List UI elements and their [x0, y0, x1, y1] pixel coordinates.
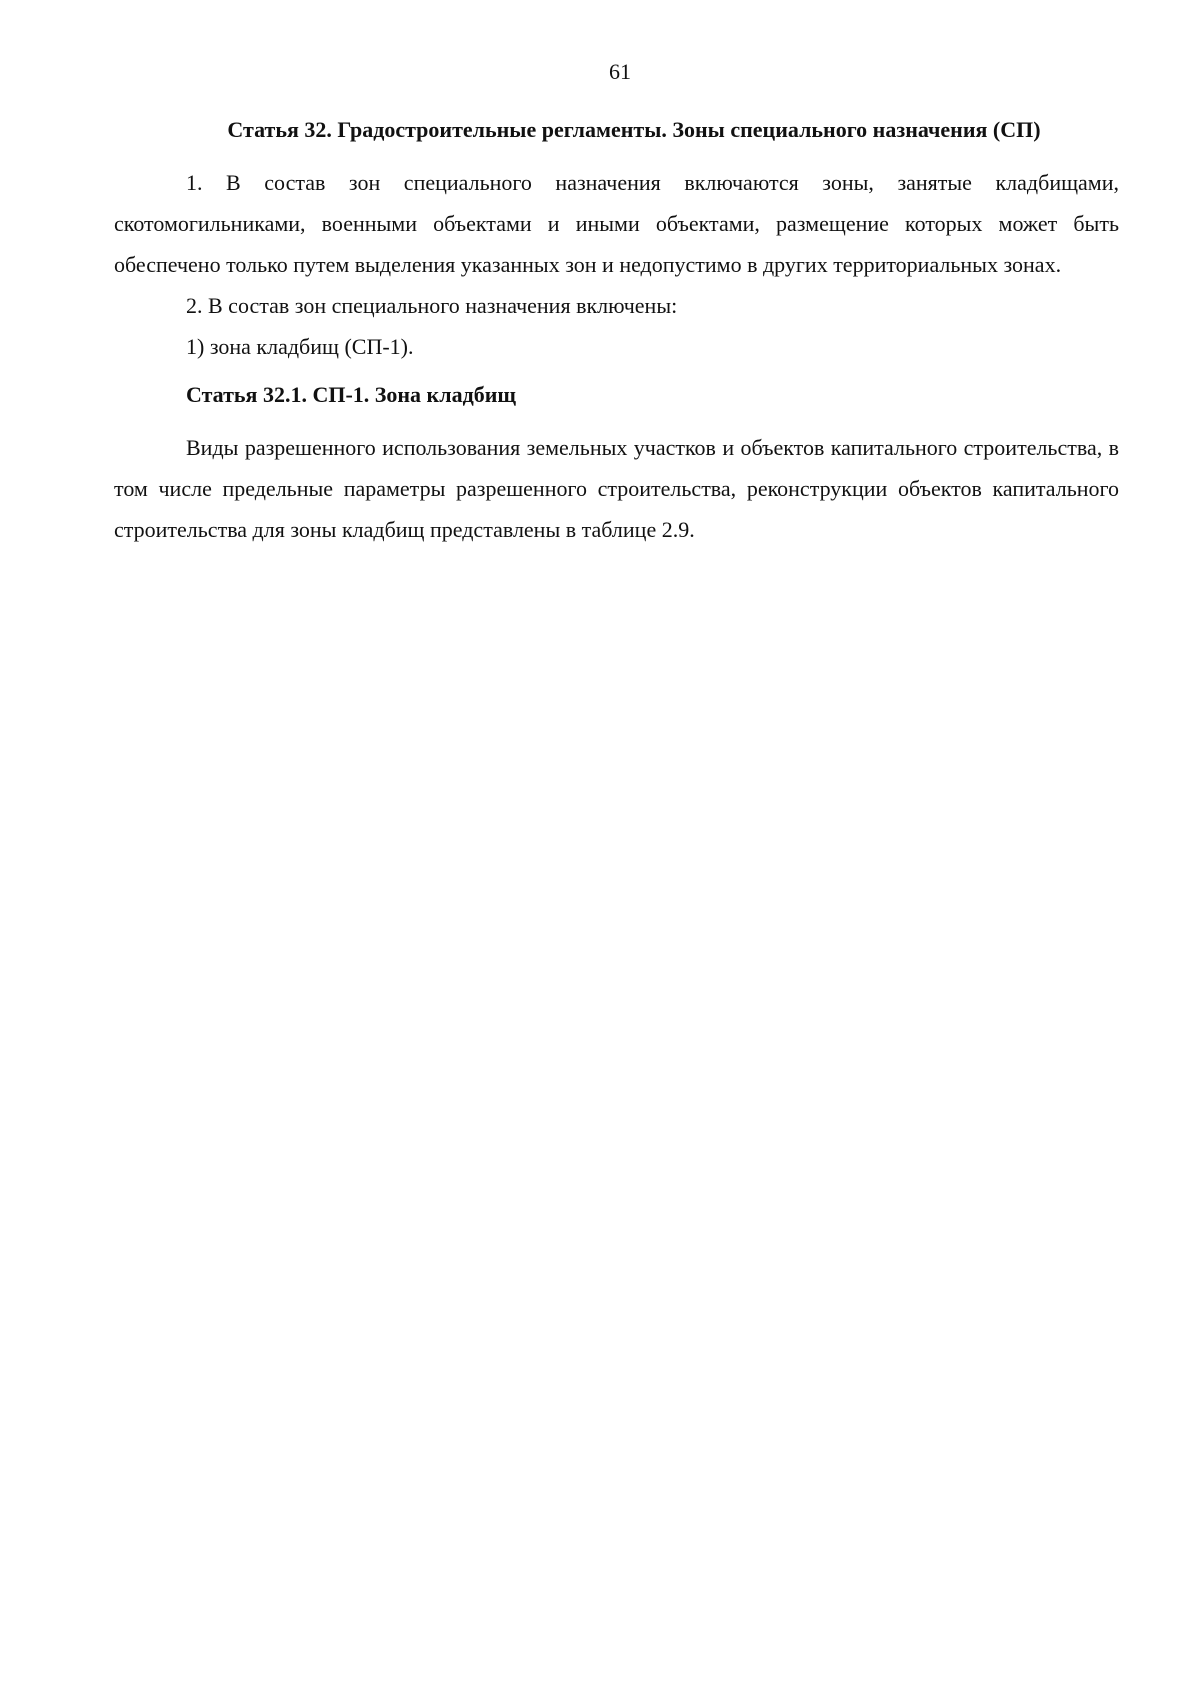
- article-32-1-title: Статья 32.1. СП-1. Зона кладбищ: [186, 382, 516, 407]
- article-32-list-item-1: 1) зона кладбищ (СП-1).: [186, 334, 414, 359]
- article-32-paragraph-2: 2. В состав зон специального назначения включены:: [186, 293, 678, 318]
- page-number: 61: [609, 59, 631, 84]
- article-32-1-paragraph-1: Виды разрешенного использования земельных участков и объектов капитального строительства, в том числе предельные параметры разрешенного строительства, реконструкции объектов капитального строительства для зоны кладбищ представлены в таблице 2.9.: [114, 435, 1119, 542]
- article-32-paragraph-1: 1. В состав зон специального назначения включаются зоны, занятые кладбищами, скотомогильниками, военными объектами и иными объектами, размещение которых может быть обеспечено только путем выделения указанных зон и недопустимо в других территориальных зонах.: [114, 170, 1119, 277]
- article-32-title: Статья 32. Градостроительные регламенты. Зоны специального назначения (СП): [227, 117, 1041, 142]
- document-body: [114, 112, 1119, 550]
